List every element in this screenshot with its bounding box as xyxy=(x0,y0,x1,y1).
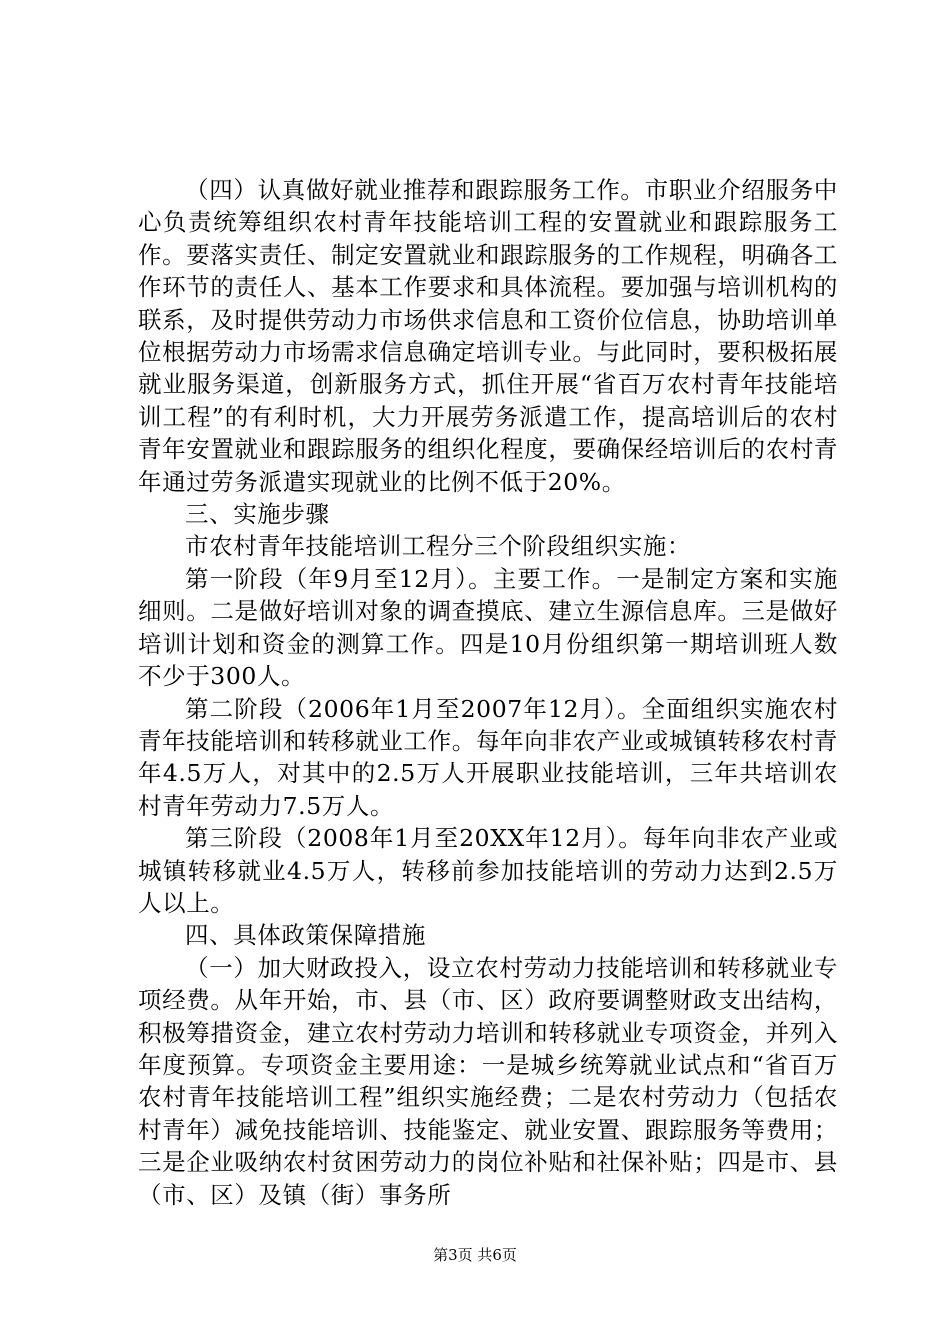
paragraph-employment-service: （四）认真做好就业推荐和跟踪服务工作。市职业介绍服务中心负责统筹组织农村青年技能培训工程的安置就业和跟踪服务工作。要落实责任、制定安置就业和跟踪服务的工作规程，明确各工作环节的责任人、基本工作要求和具体流程。要加强与培训机构的联系，及时提供劳动力市场供求信息和工资价位信息，协助培训单位根据劳动力市场需求信息确定培训专业。与此同时，要积极拓展就业服务渠道，创新服务方式，抓住开展“省百万农村青年技能培训工程”的有利时机，大力开展劳务派遣工作，提高培训后的农村青年安置就业和跟踪服务的组织化程度，要确保经培训后的农村青年通过劳务派遣实现就业的比例不低于20%。 xyxy=(138,176,838,496)
page-number-footer: 第3页 共6页 xyxy=(433,1246,517,1264)
paragraph-stage-two: 第二阶段（2006年1月至2007年12月）。全面组织实施农村青年技能培训和转移就业工作。每年向非农产业或城镇转移农村青年4.5万人，对其中的2.5万人开展职业技能培训，三年共培训农村青年劳动力7.5万人。 xyxy=(138,694,838,820)
paragraph-stage-one: 第一阶段（年9月至12月）。主要工作。一是制定方案和实施细则。二是做好培训对象的调查摸底、建立生源信息库。三是做好培训计划和资金的测算工作。四是10月份组织第一期培训班人数不少于300人。 xyxy=(138,564,838,691)
paragraph-three-stages-intro: 市农村青年技能培训工程分三个阶段组织实施： xyxy=(185,532,692,561)
paragraph-stage-three: 第三阶段（2008年1月至20XX年12月）。每年向非农产业或城镇转移就业4.5万人，转移前参加技能培训的劳动力达到2.5万人以上。 xyxy=(138,824,838,917)
paragraph-financial-investment: （一）加大财政投入，设立农村劳动力技能培训和转移就业专项经费。从年开始，市、县（市、区）政府要调整财政支出结构，积极筹措资金，建立农村劳动力培训和转移就业专项资金，并列入年度预算。专项资金主要用途：一是城乡统筹就业试点和“省百万农村青年技能培训工程”组织实施经费；二是农村劳动力（包括农村青年）减免技能培训、技能鉴定、就业安置、跟踪服务等费用；三是企业吸纳农村贫困劳动力的岗位补贴和社保补贴；四是市、县（市、区）及镇（街）事务所 xyxy=(138,953,838,1209)
heading-implementation-steps: 三、实施步骤 xyxy=(185,500,330,529)
heading-policy-measures: 四、具体政策保障措施 xyxy=(185,921,426,950)
document-body xyxy=(138,174,838,1211)
